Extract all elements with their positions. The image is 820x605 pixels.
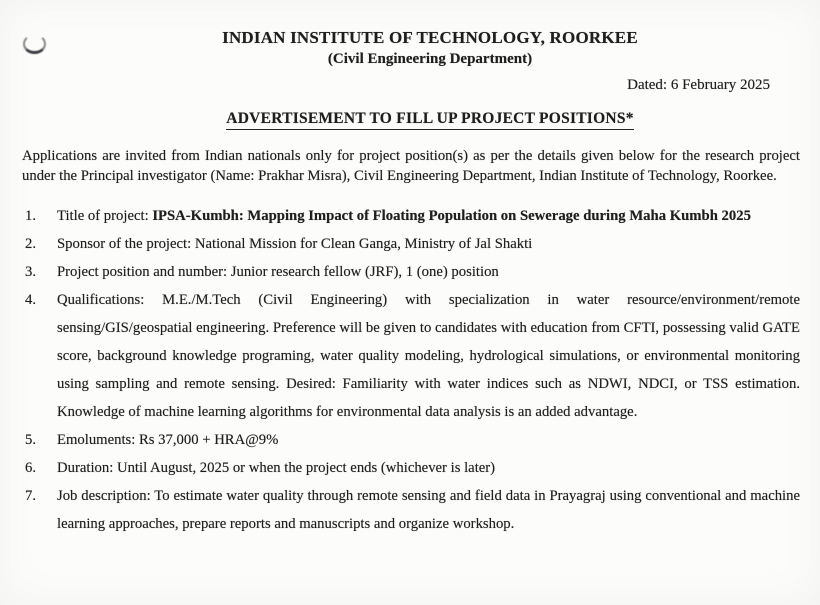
advertisement-title-row — [20, 110, 820, 130]
item-number: 2. — [25, 236, 37, 252]
letterhead — [20, 0, 820, 69]
numbered-list — [25, 202, 800, 538]
advertisement-title: ADVERTISEMENT TO FILL UP PROJECT POSITIONS* — [226, 110, 633, 130]
item-text — [57, 258, 800, 286]
date-line: Dated: 6 February 2025 — [627, 77, 770, 93]
item-text — [57, 286, 800, 426]
item-number: 7. — [25, 488, 37, 504]
item-number: 3. — [25, 264, 37, 280]
item-text — [57, 482, 800, 538]
item-text — [57, 426, 800, 454]
item-text-normal: Emoluments: Rs 37,000 + HRA@9% — [57, 432, 279, 448]
item-text-normal: Job description: To estimate water quality through remote sensing and field data in Prayagraj using conventional and machine learning approaches, prepare reports and manuscripts and organize workshop. — [57, 488, 800, 532]
intro-paragraph: Applications are invited from Indian nationals only for project position(s) as per the details given below for the research project under the Principal investigator (Name: Prakhar Misra), Civil Engineering Department, Indian Institute of Technology, Roorkee. — [22, 148, 800, 184]
list-item-job-description — [25, 482, 800, 538]
item-text — [57, 230, 800, 258]
item-text-normal: Project position and number: Junior research fellow (JRF), 1 (one) position — [57, 264, 499, 280]
item-text-bold: IPSA-Kumbh: Mapping Impact of Floating Population on Sewerage during Maha Kumbh 2025 — [152, 208, 751, 224]
item-number: 5. — [25, 432, 37, 448]
institute-name: INDIAN INSTITUTE OF TECHNOLOGY, ROORKEE — [222, 28, 638, 47]
item-text-normal: Qualifications: M.E./M.Tech (Civil Engineering) with specialization in water resource/environment/remote sensing/GIS/geospatial engineering. Preference will be given to candidates with education from CFTI, possessing valid GATE score, background knowledge programing, water quality modeling, hydrological simulations, or environmental monitoring using sampling and remote sensing. Desired: Familiarity with water indices such as NDWI, NDCI, or TSS estimation. Knowledge of machine learning algorithms for environmental data analysis is an added advantage. — [57, 292, 800, 420]
item-text — [57, 202, 800, 230]
list-item-emoluments — [25, 426, 800, 454]
list-item-position-number — [25, 258, 800, 286]
list-item-sponsor — [25, 230, 800, 258]
list-item-title-of-project — [25, 202, 800, 230]
list-item-qualifications — [25, 286, 800, 426]
department-name: (Civil Engineering Department) — [327, 51, 533, 67]
item-text-normal: Sponsor of the project: National Mission for Clean Ganga, Ministry of Jal Shakti — [57, 236, 533, 252]
item-text-normal: Title of project: — [57, 208, 153, 224]
item-text-normal: Duration: Until August, 2025 or when the project ends (whichever is later) — [57, 460, 496, 476]
item-number: 6. — [25, 460, 37, 476]
item-number: 1. — [25, 208, 37, 224]
item-number: 4. — [25, 292, 37, 308]
list-item-duration — [25, 454, 800, 482]
item-text — [57, 454, 800, 482]
